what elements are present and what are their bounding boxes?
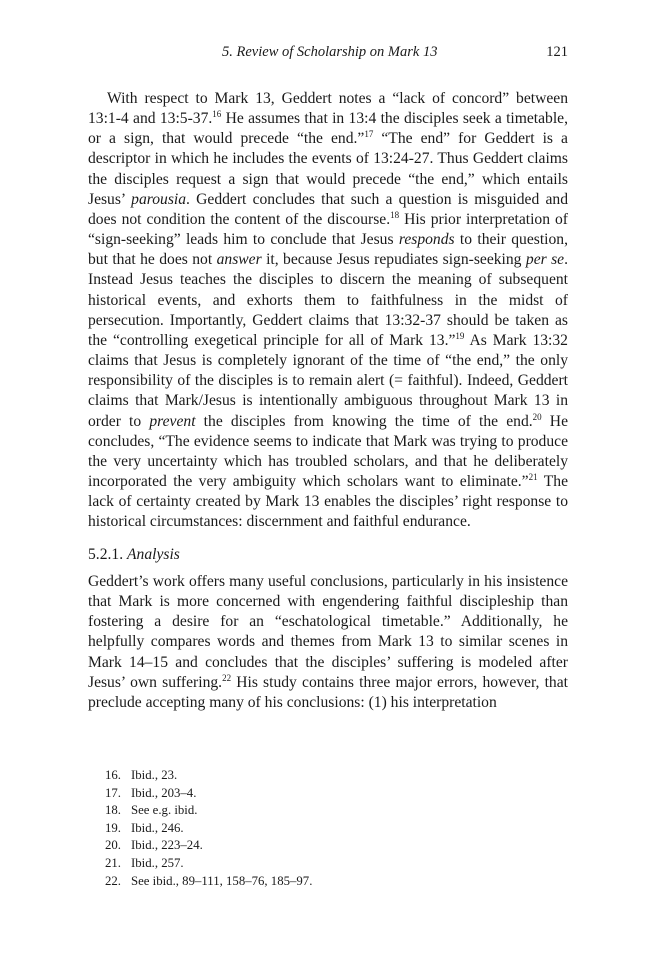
running-header xyxy=(88,44,568,64)
text-run: The lack of certainty created by Mark 13 enables the disciples’ right response to historical circumstances: discernment and faithful endurance. xyxy=(88,472,568,531)
text-run: Geddert’s work offers many useful conclusions, particularly in his insistence that Mark is more concerned with engendering faithful discipleship than fostering a desire for an “eschatological timetable.” Additionally, he helpfully compares words and themes from Mark 13 to similar scenes in Mark 14–15 and concludes that the disciples’ suffering is modeled after Jesus’ own suffering. xyxy=(88,573,568,691)
text-run: His prior interpretation of “sign-seeking” leads him to conclude that Jesus xyxy=(88,210,568,249)
footnote-number: 21. xyxy=(105,855,121,870)
section-number: 5.2.1. xyxy=(88,546,124,563)
footnote xyxy=(105,820,312,838)
text-run: the disciples from knowing the time of the end. xyxy=(195,412,533,430)
footnote xyxy=(105,802,312,820)
footnote-text: See e.g. ibid. xyxy=(131,803,198,818)
footnote-text: Ibid., 257. xyxy=(131,855,184,870)
footnote-number: 18. xyxy=(105,803,121,818)
italic-text: parousia xyxy=(131,190,187,208)
analysis-text xyxy=(88,572,568,713)
footnote xyxy=(105,785,312,803)
body-paragraph xyxy=(88,572,568,713)
footnote-ref: 16 xyxy=(212,109,222,120)
section-heading xyxy=(88,546,180,564)
footnote-ref: 19 xyxy=(455,330,465,341)
text-run: He assumes that in 13:4 the disciples seek a timetable, or a sign, that would precede “the end.” xyxy=(88,110,569,148)
section-title: Analysis xyxy=(127,546,180,563)
footnote-ref: 21 xyxy=(528,471,538,482)
main-text xyxy=(88,89,568,532)
footnote-number: 20. xyxy=(105,838,121,853)
text-run: His study contains three major errors, however, that preclude accepting many of his conclusions: (1) his interpretation xyxy=(88,673,568,711)
text-run: “The end” for Geddert is a descriptor in which he includes the events of 13:24-27. Thus Geddert claims the disciples request a sign that would precede “the end,” which entails Jesus’ xyxy=(88,130,568,208)
footnote-text: Ibid., 203–4. xyxy=(131,785,197,800)
footnote-text: Ibid., 246. xyxy=(131,820,184,835)
italic-text: responds xyxy=(398,231,455,249)
text-run: With respect to Mark 13, Geddert notes a “lack of concord” between 13:1-4 and 13:5-37. xyxy=(88,90,568,128)
footnotes xyxy=(105,767,312,890)
text-run: to their question, but that he does not xyxy=(88,231,568,269)
footnote-ref: 20 xyxy=(532,411,542,422)
text-run: it, because Jesus repudiates sign-seeking xyxy=(261,251,526,269)
text-run: . Geddert concludes that such a question is misguided and does not condition the content of the discourse. xyxy=(88,190,568,228)
footnote-ref: 18 xyxy=(390,209,400,220)
text-run: As Mark 13:32 claims that Jesus is completely ignorant of the time of “the end,” the only responsibility of the disciples is to remain alert (= faithful). Indeed, Geddert claims that Mark/Jesus is intentionally ambiguous throughout Mark 13 in order to xyxy=(88,331,568,430)
body-paragraph xyxy=(88,89,568,532)
page-number: 121 xyxy=(546,44,568,60)
footnote-number: 22. xyxy=(105,873,121,888)
italic-text: per se xyxy=(525,251,565,269)
footnote-number: 19. xyxy=(105,820,121,835)
footnote xyxy=(105,837,312,855)
italic-text: prevent xyxy=(149,412,196,430)
footnote-text: See ibid., 89–111, 158–76, 185–97. xyxy=(131,873,313,888)
footnote-ref: 17 xyxy=(364,129,374,140)
footnote xyxy=(105,855,312,873)
footnote xyxy=(105,767,312,785)
footnote-text: Ibid., 23. xyxy=(131,768,178,782)
text-run: He concludes, “The evidence seems to indicate that Mark was trying to produce the very uncertainty which has troubled scholars, and that he deliberately incorporated the very ambiguity which scholars want to eliminate.” xyxy=(88,412,568,490)
footnote xyxy=(105,873,312,891)
footnote-ref: 22 xyxy=(222,672,232,683)
footnote-number: 16. xyxy=(105,768,121,782)
footnote-text: Ibid., 223–24. xyxy=(131,838,203,853)
italic-text: answer xyxy=(216,251,262,269)
footnote-number: 17. xyxy=(105,785,121,800)
text-run: . Instead Jesus teaches the disciples to discern the meaning of subsequent historical events, and exhorts them to faithfulness in the midst of persecution. Importantly, Geddert claims that 13:32-37 should be taken as the “controlling exegetical principle for all of Mark 13.” xyxy=(88,251,568,349)
running-title: 5. Review of Scholarship on Mark 13 xyxy=(222,44,438,60)
